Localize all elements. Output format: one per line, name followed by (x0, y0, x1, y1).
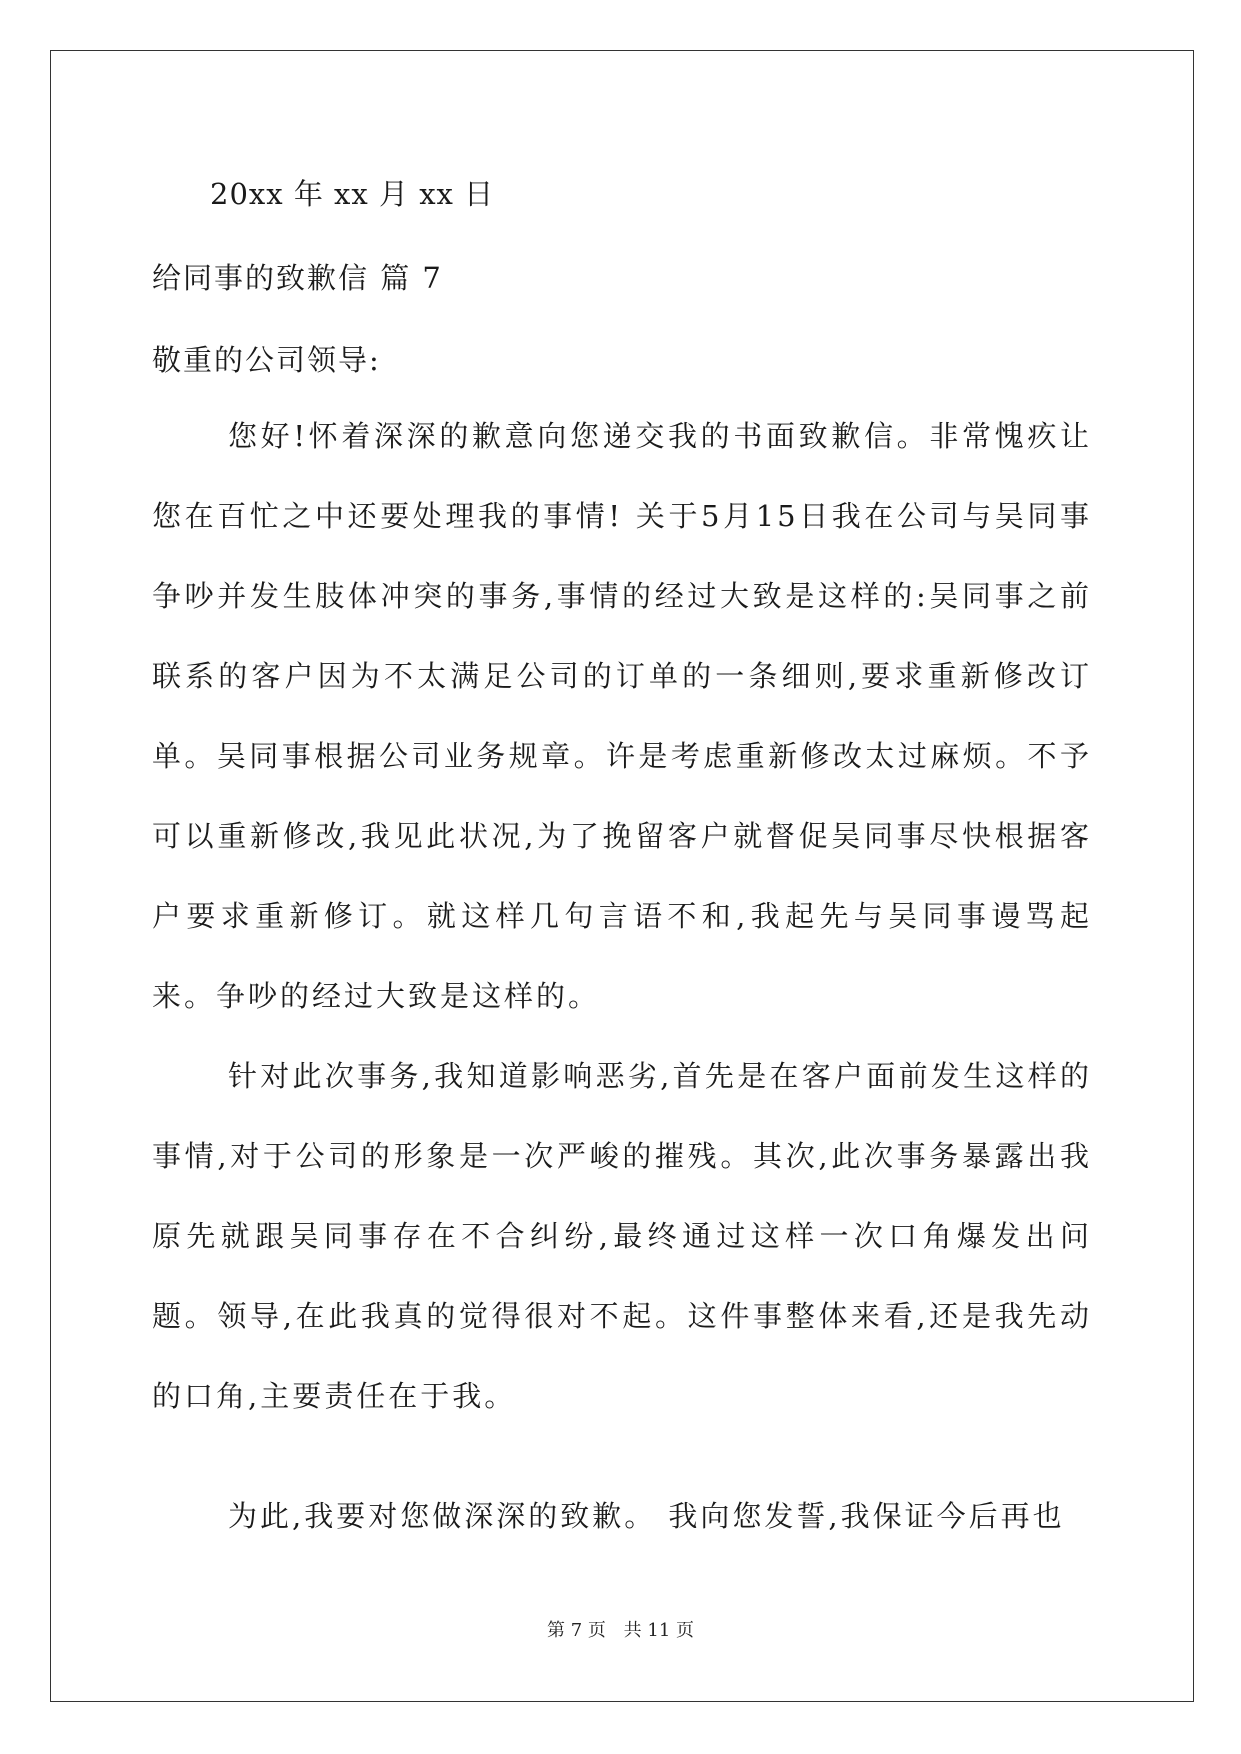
document-heading: 给同事的致歉信 篇 7 (152, 261, 443, 295)
page-total: 共 11 页 (623, 1620, 694, 1641)
paragraph-3: 为此,我要对您做深深的致歉。 我向您发誓,我保证今后再也 (228, 1499, 1065, 1533)
date-line: 20xx 年 xx 月 xx 日 (210, 177, 495, 211)
page-number: 第 7 页 (547, 1620, 606, 1641)
page-footer (0, 1616, 1241, 1642)
paragraph-1: 您好!怀着深深的歉意向您递交我的书面致歉信。非常愧疚让您在百忙之中还要处理我的事情! 关于5月15日我在公司与吴同事争吵并发生肢体冲突的事务,事情的经过大致是这样的:吴同事之前联系的客户因为不太满足公司的订单的一条细则,要求重新修改订单。吴同事根据公司业务规章。许是考虑重新修改太过麻烦。不予可以重新修改,我见此状况,为了挽留客户就督促吴同事尽快根据客户要求重新修订。就这样几句言语不和,我起先与吴同事谩骂起来。争吵的经过大致是这样的。 (152, 419, 1092, 1013)
paragraph-2: 针对此次事务,我知道影响恶劣,首先是在客户面前发生这样的事情,对于公司的形象是一次严峻的摧残。其次,此次事务暴露出我原先就跟吴同事存在不合纠纷,最终通过这样一次口角爆发出问题。领导,在此我真的觉得很对不起。这件事整体来看,还是我先动的口角,主要责任在于我。 (152, 1059, 1092, 1413)
salutation: 敬重的公司领导: (152, 343, 381, 377)
